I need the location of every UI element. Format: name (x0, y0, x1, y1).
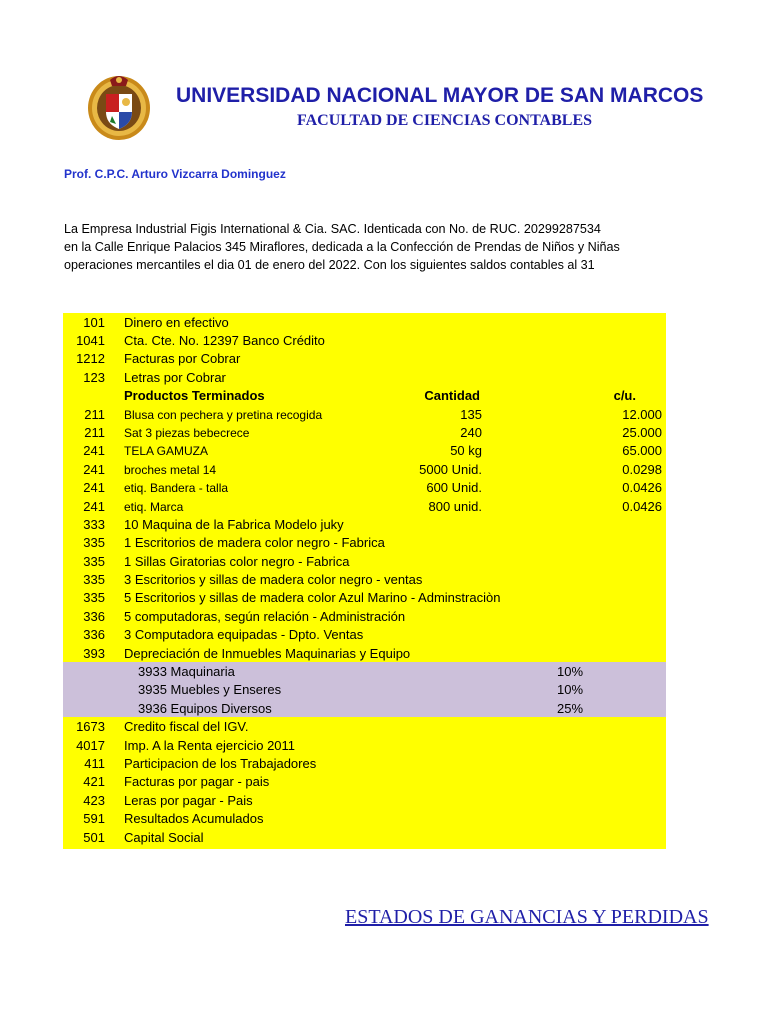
account-code: 336 (83, 627, 105, 643)
unit-price-cell: 0.0298 (622, 461, 662, 477)
table-row (63, 625, 666, 643)
intro-line-1: La Empresa Industrial Figis International & Cia. SAC. Identicada con No. de RUC. 20299287534 (64, 222, 601, 236)
account-code: 336 (83, 608, 105, 624)
account-description: Facturas por Cobrar (124, 351, 241, 367)
account-code: 335 (83, 535, 105, 551)
account-description: 1 Sillas Giratorias color negro - Fabrica (124, 553, 350, 569)
depreciation-rate: 25% (557, 700, 584, 716)
quantity-cell: 5000 Unid. (419, 461, 482, 477)
account-description: Resultados Acumulados (124, 811, 264, 827)
table-row (63, 441, 666, 459)
table-header-row (63, 386, 666, 404)
account-description: Participacion de los Trabajadores (124, 755, 317, 771)
quantity-cell: 240 (460, 424, 482, 440)
account-code: 423 (83, 792, 105, 808)
account-code: 335 (83, 590, 105, 606)
account-description: Leras por pagar - Pais (124, 792, 253, 808)
table-row (63, 588, 666, 606)
intro-line-3: operaciones mercantiles el dia 01 de enero del 2022. Con los siguientes saldos contables al 31 (64, 258, 595, 272)
unit-price-cell: 25.000 (622, 424, 662, 440)
account-code: 501 (83, 829, 105, 845)
quantity-cell: 800 unid. (428, 498, 482, 514)
products-heading: Productos Terminados (124, 388, 265, 404)
account-description: TELA GAMUZA (124, 444, 209, 459)
account-code: 421 (83, 774, 105, 790)
depreciation-row (63, 699, 666, 717)
table-row (63, 772, 666, 790)
account-code: 411 (84, 755, 105, 771)
accounts-table (63, 313, 666, 849)
depreciation-row (63, 662, 666, 680)
quantity-cell: 600 Unid. (426, 480, 482, 496)
subaccount-description: 3933 Maquinaria (138, 664, 235, 680)
section-title-link[interactable]: ESTADOS DE GANANCIAS Y PERDIDAS (345, 906, 709, 928)
account-code: 333 (83, 516, 105, 532)
table-row (63, 809, 666, 827)
table-row (63, 828, 666, 849)
unit-price-cell: 12.000 (622, 406, 662, 422)
account-description: Dinero en efectivo (124, 315, 229, 330)
account-description: Facturas por pagar - pais (124, 774, 270, 790)
table-row (63, 791, 666, 809)
quantity-cell: 50 kg (450, 443, 482, 459)
table-row (63, 570, 666, 588)
account-description: 10 Maquina de la Fabrica Modelo juky (124, 516, 344, 532)
account-description: Imp. A la Renta ejercicio 2011 (124, 737, 296, 753)
account-description: 5 Escritorios y sillas de madera color Azul Marino - Adminstraciòn (124, 590, 501, 606)
table-row (63, 349, 666, 367)
account-code: 1673 (76, 719, 105, 735)
account-description: Depreciación de Inmuebles Maquinarias y Equipo (124, 645, 411, 661)
subaccount-description: 3936 Equipos Diversos (138, 700, 272, 716)
faculty-subtitle: FACULTAD DE CIENCIAS CONTABLES (297, 112, 593, 129)
account-code: 101 (83, 315, 105, 330)
table-row (63, 754, 666, 772)
table-row (63, 331, 666, 349)
table-row (63, 423, 666, 441)
account-code: 241 (83, 461, 105, 477)
account-code: 4017 (76, 737, 105, 753)
account-code: 241 (83, 480, 105, 496)
table-row (63, 313, 666, 331)
university-seal-icon (86, 72, 152, 142)
account-code: 393 (83, 645, 105, 661)
unit-price-cell: 0.0426 (622, 498, 662, 514)
table-row (63, 497, 666, 515)
professor-name: Prof. C.P.C. Arturo Vizcarra Dominguez (64, 167, 286, 181)
table-row (63, 552, 666, 570)
unit-price-column-header: c/u. (613, 388, 636, 404)
table-row (63, 607, 666, 625)
depreciation-row (63, 680, 666, 698)
table-row (63, 644, 666, 662)
account-description: 3 Computadora equipadas - Dpto. Ventas (124, 627, 364, 643)
account-code: 241 (83, 443, 105, 459)
account-code: 1041 (76, 333, 105, 348)
account-description: etiq. Marca (124, 499, 184, 514)
table-row (63, 478, 666, 496)
account-description: etiq. Bandera - talla (124, 481, 229, 496)
account-code: 241 (83, 498, 105, 514)
depreciation-rate: 10% (557, 682, 584, 698)
account-code: 211 (84, 424, 105, 440)
account-code: 335 (83, 572, 105, 588)
table-row (63, 405, 666, 423)
account-code: 1212 (76, 351, 105, 367)
account-description: Cta. Cte. No. 12397 Banco Crédito (124, 333, 325, 348)
account-description: 5 computadoras, según relación - Administración (124, 608, 406, 624)
quantity-column-header: Cantidad (424, 388, 480, 404)
table-row (63, 717, 666, 735)
unit-price-cell: 65.000 (622, 443, 662, 459)
account-code: 591 (83, 811, 105, 827)
table-row (63, 515, 666, 533)
account-description: Blusa con pechera y pretina recogida (124, 407, 323, 422)
account-description: Capital Social (124, 829, 204, 845)
table-row (63, 368, 666, 386)
unit-price-cell: 0.0426 (622, 480, 662, 496)
account-description: Sat 3 piezas bebecrece (124, 425, 250, 440)
table-row (63, 460, 666, 478)
account-code: 211 (84, 406, 105, 422)
account-description: Credito fiscal del IGV. (124, 719, 249, 735)
quantity-cell: 135 (460, 406, 482, 422)
account-description: broches metal 14 (124, 462, 217, 477)
subaccount-description: 3935 Muebles y Enseres (138, 682, 282, 698)
account-description: 3 Escritorios y sillas de madera color negro - ventas (124, 572, 423, 588)
account-code: 335 (83, 553, 105, 569)
account-code: 123 (83, 369, 105, 385)
depreciation-rate: 10% (557, 664, 584, 680)
university-title: UNIVERSIDAD NACIONAL MAYOR DE SAN MARCOS (176, 84, 704, 107)
table-row (63, 533, 666, 551)
table-row (63, 736, 666, 754)
intro-line-2: en la Calle Enrique Palacios 345 Miraflores, dedicada a la Confección de Prendas de Niños y Niñas (64, 240, 620, 254)
account-description: Letras por Cobrar (124, 369, 226, 385)
account-description: 1 Escritorios de madera color negro - Fabrica (124, 535, 385, 551)
